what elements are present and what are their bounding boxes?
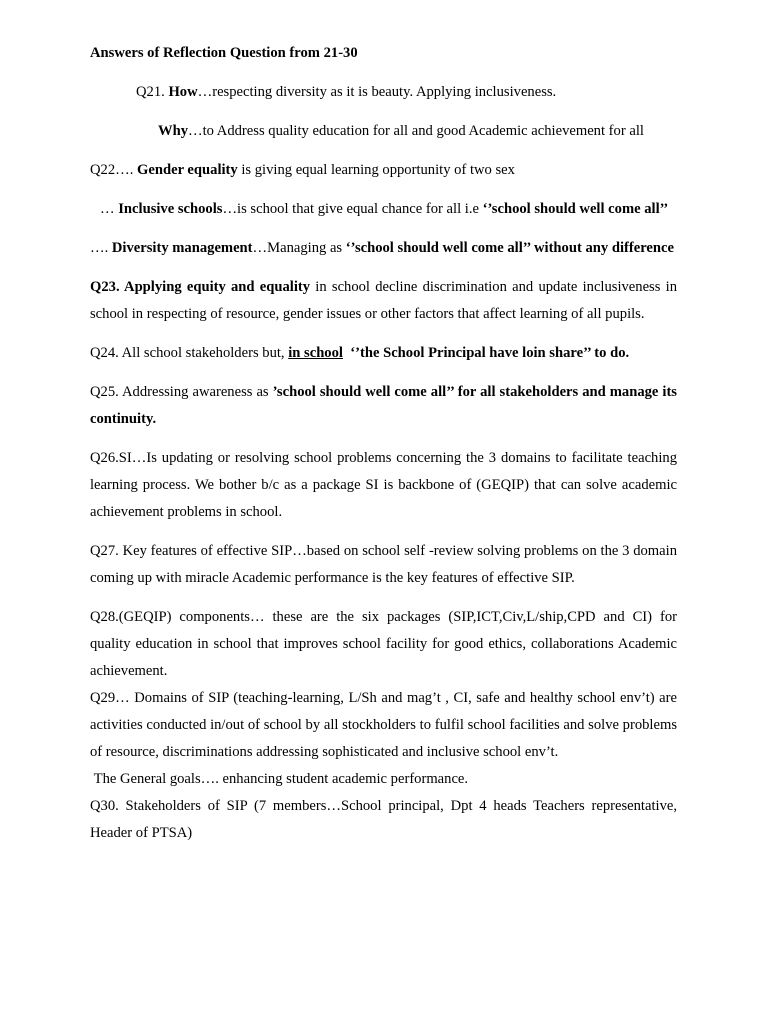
q22-inclusive — [90, 196, 677, 223]
q29-answer: Q29… Domains of SIP (teaching-learning, L/Sh and mag’t , CI, safe and healthy school env’t) are activities conducted in/out of school by all stockholders to fulfil school facilities and solve problems of resource, discriminations addressing sophisticated and inclusive school env’t. — [90, 690, 677, 760]
q24-text: Q24. All school stakeholders but, — [90, 345, 289, 361]
q25-bold: ’school should well come all’’ for all stakeholders and manage its continuity. — [90, 384, 677, 427]
q28-answer: Q28.(GEQIP) components… these are the six packages (SIP,ICT,Civ,L/ship,CPD and CI) for quality education in school that improves school facility for good ethics, collaborations Academic achievement. — [90, 609, 677, 679]
q22-diversity-text: …Managing as — [252, 240, 346, 256]
q22-inclusive-text: …is school that give equal chance for all i.e — [222, 201, 483, 217]
q21-how-label: How — [168, 84, 198, 100]
q22-inclusive-quote: ‘’school should well come all’’ — [482, 201, 669, 217]
document-page — [90, 40, 677, 847]
q21-prefix: Q21. — [136, 84, 169, 100]
q25-answer — [90, 379, 677, 433]
q26-answer: Q26.SI…Is updating or resolving school problems concerning the 3 domains to facilitate teaching learning process. We bother b/c as a package SI is backbone of (GEQIP) that can solve academic achievement problems in school. — [90, 450, 677, 520]
q22-gender — [90, 157, 677, 184]
q30-answer: Q30. Stakeholders of SIP (7 members…School principal, Dpt 4 heads Teachers representative, Header of PTSA) — [90, 798, 677, 841]
q23-text: in school decline discrimination and update inclusiveness in school in respecting of resource, gender issues or other factors that affect learning of all pupils. — [90, 279, 677, 322]
q29-goals: The General goals…. enhancing student academic performance. — [90, 771, 469, 787]
q22-diversity-label: Diversity management — [111, 240, 253, 256]
q21-how — [90, 79, 677, 106]
q21-why-label: Why — [158, 123, 189, 139]
q22-gender-label: Gender equality — [137, 162, 238, 178]
q24-answer — [90, 340, 677, 367]
q23-answer — [90, 274, 677, 328]
q22-diversity-quote: ‘’school should well come all’’ without any difference — [345, 240, 674, 256]
q22-diversity — [90, 235, 677, 262]
q22-inclusive-label: Inclusive schools — [118, 201, 223, 217]
q21-why-text: …to Address quality education for all and good Academic achievement for all — [188, 123, 644, 139]
q22-inclusive-prefix: … — [100, 201, 119, 217]
q23-label: Q23. Applying equity and equality — [90, 279, 311, 295]
q22-prefix: Q22…. — [90, 162, 138, 178]
document-title: Answers of Reflection Question from 21-30 — [90, 45, 358, 61]
q21-how-text: …respecting diversity as it is beauty. Applying inclusiveness. — [197, 84, 557, 100]
q21-why — [90, 118, 677, 145]
q22-diversity-prefix: …. — [90, 240, 112, 256]
q22-gender-text: is giving equal learning opportunity of two sex — [237, 162, 515, 178]
q27-answer: Q27. Key features of effective SIP…based on school self -review solving problems on the 3 domain coming up with miracle Academic performance is the key features of effective SIP. — [90, 543, 677, 586]
q24-underlined: in school — [288, 345, 343, 361]
q25-text: Q25. Addressing awareness as — [90, 384, 273, 400]
q24-bold: ‘’the School Principal have loin share’’ to do. — [342, 345, 630, 361]
